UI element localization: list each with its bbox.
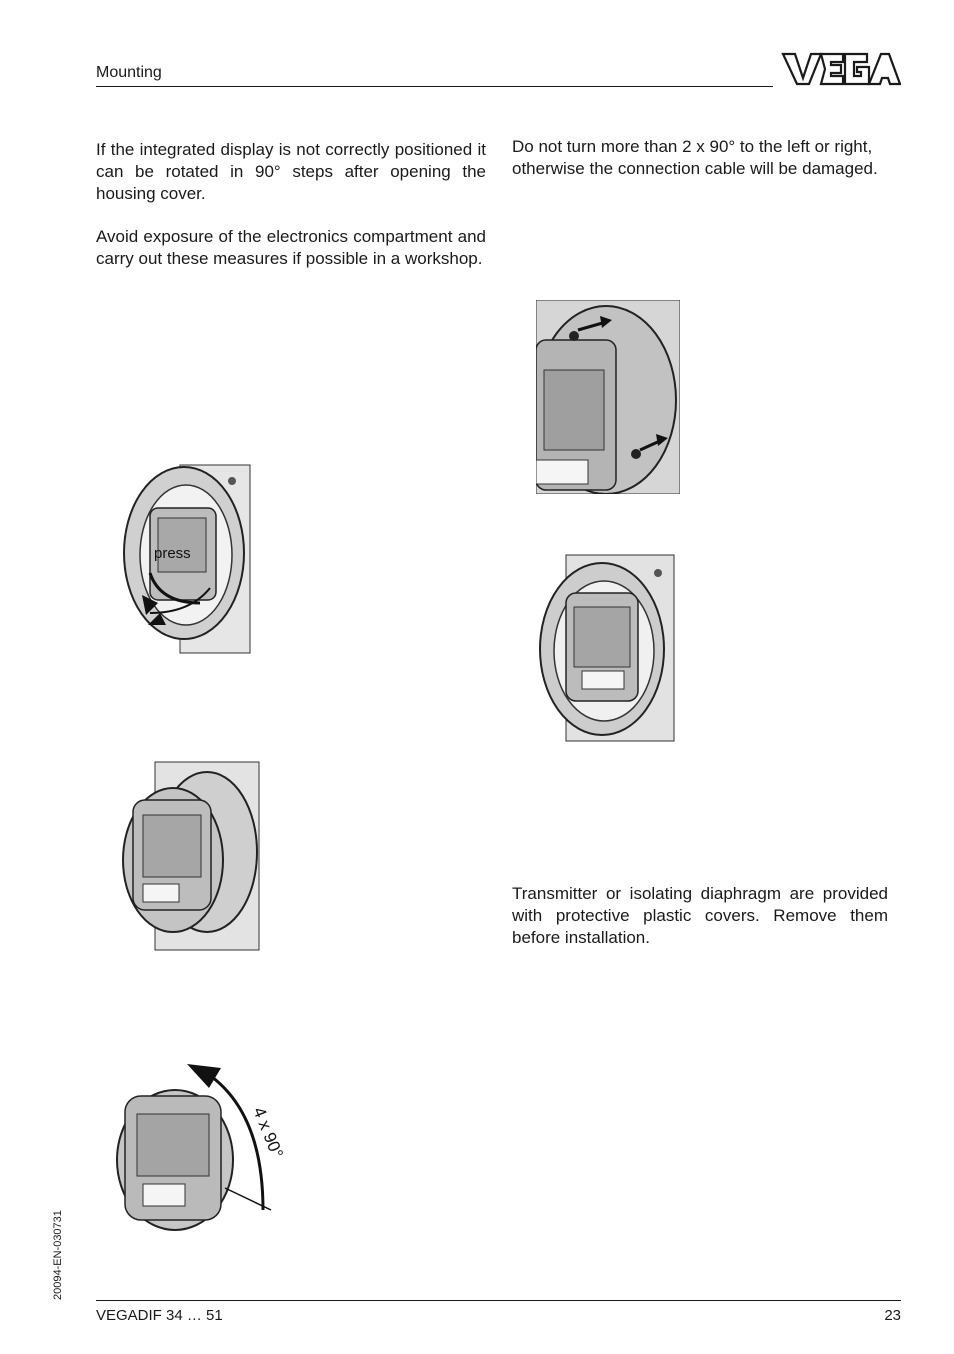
figure-display-rotation <box>113 1060 288 1232</box>
workshop-paragraph: Avoid exposure of the electronics compartment and carry out these measures if possible in a workshop. <box>96 227 486 268</box>
figure-housing-open <box>536 553 676 743</box>
figure-press-display <box>120 463 252 655</box>
press-label: press <box>154 545 191 562</box>
footer-rule <box>96 1300 901 1301</box>
vega-logo <box>781 50 901 88</box>
figure-display-removed <box>115 760 260 952</box>
section-title: Mounting <box>96 64 162 81</box>
document-code: 20094-EN-030731 <box>52 1210 64 1300</box>
protective-covers-paragraph: Transmitter or isolating diaphragm are provided with protective plastic covers. Remove them before installation. <box>512 884 888 947</box>
intro-paragraph: If the integrated display is not correctly positioned it can be rotated in 90° steps after opening the housing cover. <box>96 140 486 203</box>
product-name: VEGADIF 34 … 51 <box>96 1307 223 1324</box>
rotation-warning-paragraph: Do not turn more than 2 x 90° to the left or right, otherwise the connection cable will be damaged. <box>512 137 878 178</box>
rotation-label: 4 x 90° <box>249 1104 287 1161</box>
figure-cable-plugs <box>536 300 680 494</box>
page-number: 23 <box>884 1307 901 1324</box>
header-rule <box>96 86 773 87</box>
